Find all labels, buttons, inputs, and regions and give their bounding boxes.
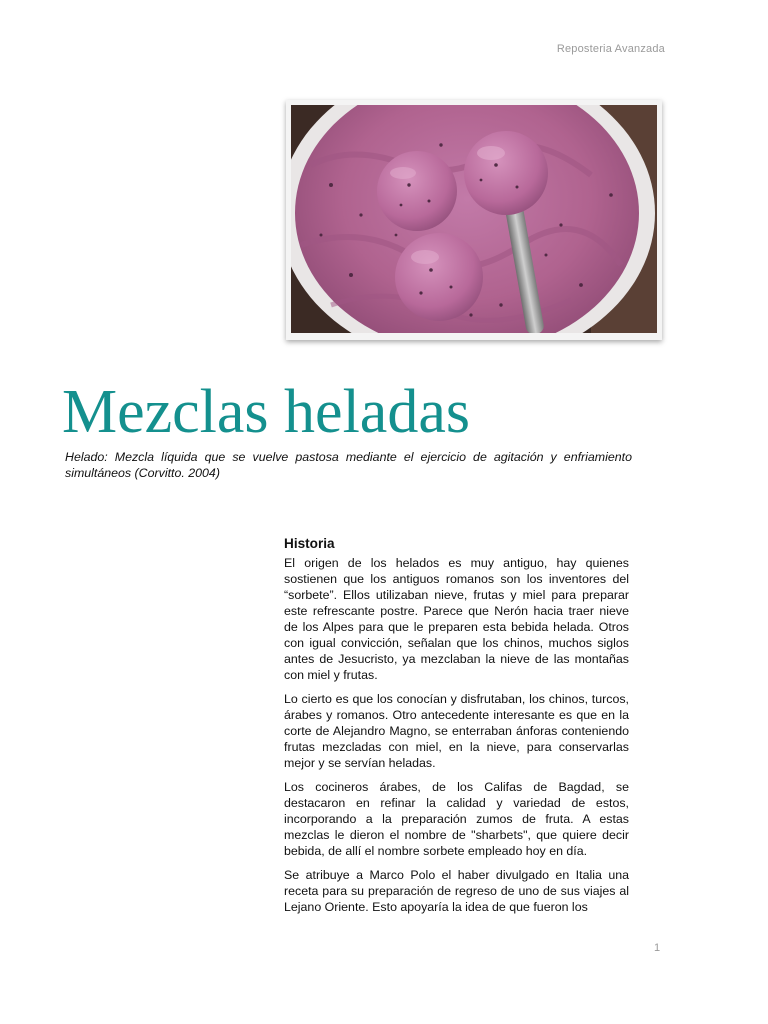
paragraph-3: Los cocineros árabes, de los Califas de Bagdad, se destacaron en refinar la calidad y variedad de estos, incorporando a la preparación zumos de fruta. A estas mezclas le dieron el nombre de "sharbets", que quiere decir bebida, de allí el nombre sorbete empleado hoy en día.	[284, 780, 629, 858]
ice-cream-photo	[286, 100, 662, 340]
paragraph-1: El origen de los helados es muy antiguo, hay quienes sostienen que los antiguos romanos son los inventores del “sorbete”. Ellos utilizaban nieve, frutas y miel para preparar este refrescante postre. Parece que Nerón hacia traer nieve de los Alpes para que le preparen esta bebida helada. Otros con igual convicción, señalan que los chinos, muchos siglos antes de Jesucristo, ya mezclaban la nieve de las montañas con miel y frutas.	[284, 556, 629, 682]
definition-text: Helado: Mezcla líquida que se vuelve pastosa mediante el ejercicio de agitación y enfriamiento simultáneos (Corvitto. 2004)	[65, 450, 632, 480]
page-number: 1	[654, 942, 661, 954]
running-header: Reposteria Avanzada	[556, 43, 665, 55]
paragraph-4: Se atribuye a Marco Polo el haber divulgado en Italia una receta para su preparación de regreso de uno de sus viajes al Lejano Oriente. Esto apoyaría la idea de que fueron los	[284, 868, 629, 914]
history-section	[284, 535, 629, 923]
ice-cream-illustration	[291, 105, 657, 333]
section-heading: Historia	[284, 536, 335, 551]
document-title: Mezclas heladas	[62, 378, 470, 446]
paragraph-2: Lo cierto es que los conocían y disfrutaban, los chinos, turcos, árabes y romanos. Otro antecedente interesante es que en la corte de Alejandro Magno, se enterraban ánforas conteniendo frutas mezcladas con miel, en la nieve, para conservarlas mejor y se servían heladas.	[284, 692, 629, 770]
